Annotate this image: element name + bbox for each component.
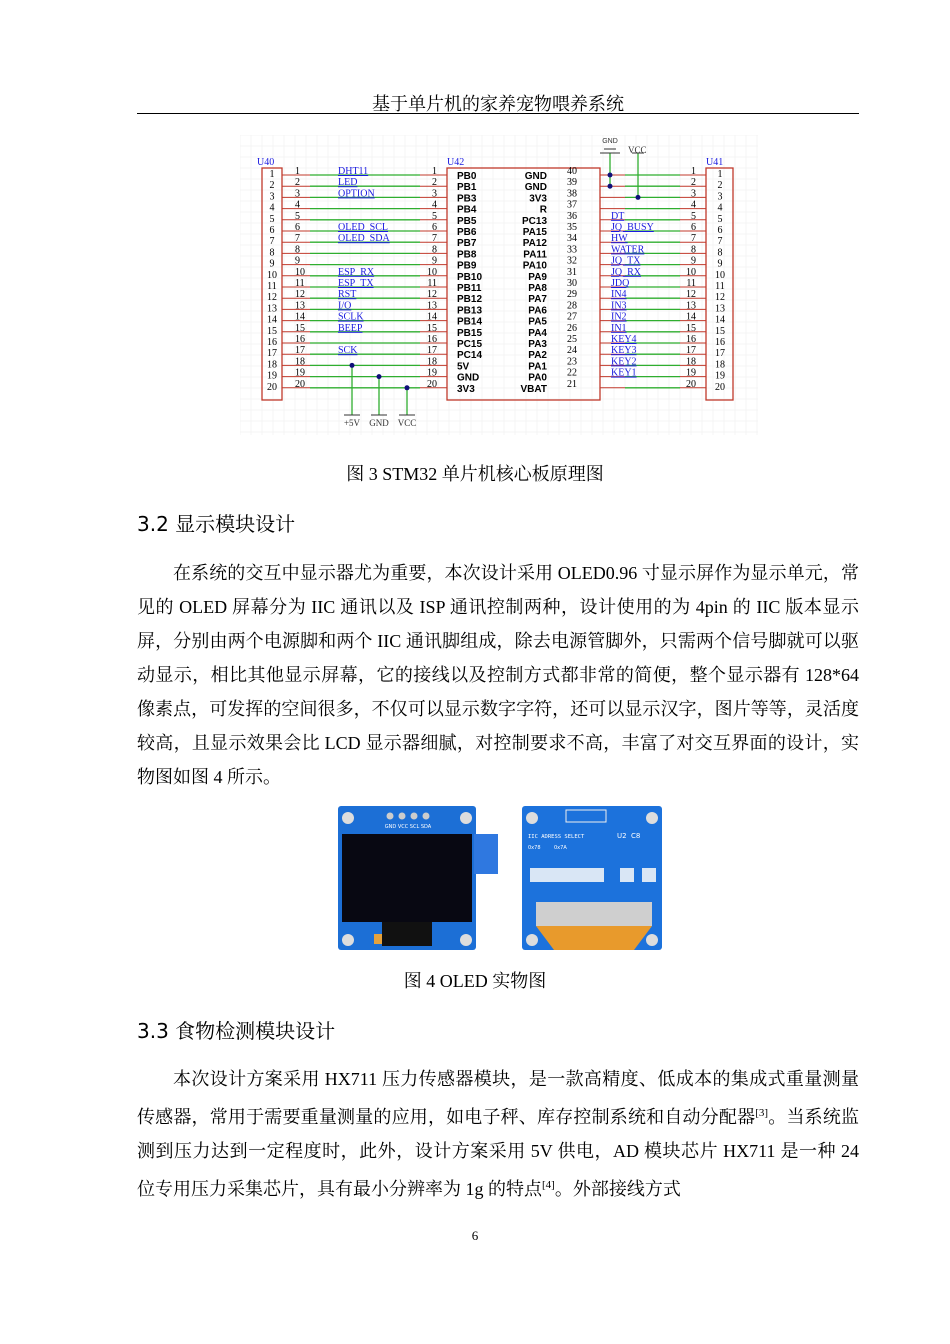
net-label: DHT11 [338, 166, 369, 177]
mcu-pin-name: PA10 [522, 260, 547, 272]
mcu-pin-name: PA8 [528, 283, 547, 294]
wire-number: 4 [691, 199, 696, 211]
junction-dot [608, 184, 613, 189]
mcu-pin-number: 39 [567, 177, 577, 189]
mcu-pin-number: 21 [567, 378, 577, 390]
u40-pin-number: 8 [269, 247, 275, 259]
wire-number: 15 [295, 322, 305, 334]
wire-number: 6 [691, 222, 696, 233]
mcu-pin-name: PB13 [457, 305, 483, 317]
u40-pin-number: 15 [267, 325, 277, 337]
wire-number: 8 [295, 244, 300, 256]
wire-number: 19 [686, 367, 696, 379]
u41-pin-number: 17 [715, 348, 725, 360]
wire-number: 10 [686, 266, 696, 278]
u41-pin-number: 14 [715, 314, 725, 326]
net-label: BEEP [338, 322, 363, 334]
mcu-pin-name: PB8 [457, 249, 477, 261]
wire-number: 20 [295, 378, 305, 390]
wire-number: 1 [432, 166, 437, 177]
u41-pin-number: 5 [717, 213, 723, 225]
u41-pin-number: 18 [715, 359, 725, 371]
c8-label: C8 [631, 832, 641, 840]
net-label: RST [338, 289, 357, 301]
u41-pin-number: 15 [715, 325, 725, 337]
net-label: JDQ [611, 278, 630, 289]
mcu-pin-number: 40 [567, 166, 577, 177]
p5v-label: +5V [343, 418, 361, 428]
mcu-pin-name: PB0 [457, 171, 477, 182]
wire-number: 13 [686, 300, 696, 312]
wire-number: 11 [686, 278, 696, 289]
wire-number: 8 [691, 244, 696, 256]
net-label: OPTION [338, 188, 375, 200]
wire-number: 7 [691, 233, 696, 245]
mcu-pin-number: 27 [567, 311, 577, 323]
u41-pin-number: 1 [717, 169, 723, 180]
wire-number: 16 [427, 334, 437, 345]
wire-number: 15 [686, 322, 696, 334]
wire-number: 16 [295, 334, 305, 345]
mcu-pin-name: PA5 [528, 316, 547, 328]
net-label: IN4 [611, 289, 627, 301]
wire-number: 3 [432, 188, 437, 200]
wire-number: 12 [427, 289, 437, 301]
junction-dot [350, 363, 355, 368]
u41-label: U41 [706, 157, 724, 168]
wire-number: 20 [686, 378, 696, 390]
wire-number: 14 [295, 311, 305, 323]
u41-pin-number: 4 [717, 202, 723, 214]
wire-number: 2 [432, 177, 437, 189]
wire-number: 2 [691, 177, 696, 189]
wire-number: 12 [686, 289, 696, 301]
u40-pin-number: 6 [269, 225, 275, 236]
mcu-pin-name: PA2 [528, 350, 547, 362]
addr1-label: 0x78 [528, 845, 541, 851]
mcu-pin-name: PA6 [528, 305, 547, 317]
wire-number: 3 [295, 188, 300, 200]
junction-dot [608, 173, 613, 178]
wire-number: 5 [295, 210, 300, 222]
mcu-pin-number: 36 [567, 210, 577, 222]
page-number: 6 [471, 1228, 479, 1243]
u40-pin-number: 12 [267, 292, 277, 304]
net-label: KEY2 [611, 356, 637, 368]
mcu-pin-number: 25 [567, 334, 577, 345]
net-label: ESP_RX [338, 266, 375, 278]
mcu-pin-number: 30 [567, 278, 577, 289]
mcu-pin-name: PA3 [528, 339, 547, 350]
figure4-caption: 图 4 OLED 实物图 [403, 971, 547, 991]
net-label: ESP_TX [338, 278, 374, 289]
mcu-pin-name: PA4 [528, 327, 547, 339]
u41-pin-number: 7 [717, 236, 723, 248]
u40-pin-number: 20 [267, 381, 277, 393]
net-label: I/O [338, 300, 352, 312]
mcu-pin-name: GND [457, 372, 480, 384]
mcu-pin-name: PC14 [457, 350, 483, 362]
text: 。外部接线方式 [554, 1179, 681, 1199]
u40-pin-number: 11 [267, 281, 277, 292]
net-label: DT [611, 210, 625, 222]
pin-labels: GND VCC SCL SDA [384, 824, 432, 830]
u40-pin-number: 3 [269, 191, 275, 203]
mcu-pin-name: PB6 [457, 227, 477, 238]
mcu-pin-name: PB10 [457, 271, 483, 283]
wire-number: 17 [686, 345, 696, 357]
mcu-pin-number: 24 [567, 345, 577, 357]
wire-number: 12 [295, 289, 305, 301]
wire-number: 7 [432, 233, 437, 245]
wire-number: 19 [427, 367, 437, 379]
wire-number: 6 [295, 222, 300, 233]
wire-number: 17 [295, 345, 305, 357]
net-label: IN3 [611, 300, 627, 312]
wire-number: 14 [427, 311, 437, 323]
addr2-label: 0x7A [554, 845, 567, 851]
citation-3[interactable]: [3] [755, 1107, 769, 1119]
u40-pin-number: 5 [269, 213, 275, 225]
net-label: JQ_RX [611, 266, 642, 278]
u41-pin-number: 11 [715, 281, 725, 292]
mcu-pin-name: 3V3 [457, 383, 475, 395]
mcu-pin-name: PB15 [457, 327, 483, 339]
mcu-pin-name: PB12 [457, 294, 483, 306]
wire-number: 13 [427, 300, 437, 312]
wire-number: 6 [432, 222, 437, 233]
u40-pin-number: 19 [267, 370, 277, 382]
u2-label: U2 [617, 832, 627, 840]
mcu-pin-name: PC13 [521, 215, 547, 227]
mcu-pin-name: PB1 [457, 182, 477, 194]
u41-pin-number: 2 [717, 180, 723, 192]
wire-number: 9 [295, 255, 300, 267]
text: 本次设计方案采用 HX711 压力传感器模块，是一款高精度、低成本的集成式重量测量传感器，常用于需要重量测量的应用，如电子秤、库存控制系统和自动分配器 [137, 1069, 859, 1127]
u40-pin-number: 9 [269, 258, 275, 270]
wire-number: 17 [427, 345, 437, 357]
net-label: WATER [611, 244, 645, 256]
mcu-pin-name: GND [524, 182, 547, 194]
u40-pin-number: 14 [267, 314, 277, 326]
mcu-pin-name: PA1 [528, 361, 547, 373]
u41-pin-number: 9 [717, 258, 723, 270]
wire-number: 8 [432, 244, 437, 256]
u40-label: U40 [257, 157, 275, 168]
net-label: JQ_TX [611, 255, 641, 267]
u41-pin-number: 10 [715, 269, 725, 281]
net-label: OLED_SCL [338, 222, 388, 233]
mcu-pin-name: PB9 [457, 260, 477, 272]
wire-number: 7 [295, 233, 300, 245]
wire-number: 4 [432, 199, 437, 211]
wire-number: 3 [691, 188, 696, 200]
section-heading-3-3: 3.3 食物检测模块设计 [137, 1019, 336, 1043]
mcu-pin-name: PA15 [522, 227, 547, 238]
u40-pin-number: 1 [269, 169, 275, 180]
u40-pin-number: 2 [269, 180, 275, 192]
wire-number: 10 [295, 266, 305, 278]
net-label: JQ_BUSY [611, 222, 654, 233]
citation-4[interactable]: [4] [542, 1179, 555, 1191]
wire-number: 1 [295, 166, 300, 177]
mcu-pin-number: 35 [567, 222, 577, 233]
net-label: LED [338, 177, 358, 189]
mcu-pin-number: 28 [567, 300, 577, 312]
wire-number: 1 [691, 166, 696, 177]
net-label: IN1 [611, 322, 627, 334]
section-heading-3-2: 3.2 显示模块设计 [137, 512, 296, 536]
u40-pin-number: 17 [267, 348, 277, 360]
u40-pin-number: 10 [267, 269, 277, 281]
mcu-pin-name: PB5 [457, 215, 477, 227]
wire-number: 18 [686, 356, 696, 368]
gnd-label: GND [369, 418, 389, 428]
u41-pin-number: 13 [715, 303, 725, 315]
u40-pin-number: 13 [267, 303, 277, 315]
mcu-pin-number: 29 [567, 289, 577, 301]
u41-pin-number: 16 [715, 337, 725, 348]
mcu-pin-name: 5V [457, 361, 470, 373]
mcu-pin-number: 32 [567, 255, 577, 267]
mcu-pin-name: PA11 [523, 249, 547, 261]
mcu-pin-name: PB4 [457, 204, 477, 216]
mcu-pin-name: PA9 [528, 271, 547, 283]
mcu-pin-name: PB7 [457, 238, 477, 250]
mcu-pin-name: GND [524, 171, 547, 182]
vcc-label: VCC [397, 418, 417, 428]
net-label: HW [611, 233, 628, 245]
mcu-pin-number: 33 [567, 244, 577, 256]
wire-number: 16 [686, 334, 696, 345]
vcc-label: VCC [628, 145, 647, 155]
wire-number: 18 [427, 356, 437, 368]
mcu-pin-name: PA0 [528, 372, 547, 384]
net-label: KEY1 [611, 367, 637, 379]
mcu-pin-name: PA7 [528, 294, 547, 306]
mcu-pin-name: PB11 [457, 283, 482, 294]
wire-number: 5 [691, 210, 696, 222]
header-rule [137, 113, 859, 114]
mcu-pin-name: PB14 [457, 316, 483, 328]
u40-pin-number: 7 [269, 236, 275, 248]
u41-pin-number: 20 [715, 381, 725, 393]
mcu-pin-name: VBAT [520, 383, 547, 395]
net-label: SCLK [338, 311, 364, 323]
mcu-pin-number: 31 [567, 266, 577, 278]
text: 。当系统监测到压力达到一定程度时，此外，设计方案采用 5V 供电，AD 模块芯片 HX711 是一种 24 位专用压力采集芯片，具有最小分辨率为 1g 的特点 [137, 1107, 859, 1199]
u40-pin-number: 18 [267, 359, 277, 371]
mcu-pin-number: 23 [567, 356, 577, 368]
section-3-2-paragraph: 在系统的交互中显示器尤为重要，本次设计采用 OLED0.96 寸显示屏作为显示单元，常见的 OLED 屏幕分为 IIC 通讯以及 ISP 通讯控制两种，设计使用的为 4pin 的 IIC 版本显示屏，分别由两个电源脚和两个 IIC 通讯脚组成，除去电源管脚外，只需两个信号脚就可以驱动显示，相比其他显示屏幕，它的接线以及控制方式都非常的简便，整个显示器有 128*64 像素点，可发挥的空间很多，不仅可以显示数字字符，还可以显示汉字，图片等等，灵活度较高，且显示效果会比 LCD 显示器细腻，对控制要求不高，丰富了对交互界面的设计，实物图如图 4 所示。 [137, 563, 859, 787]
oled-front-photo [338, 806, 476, 950]
u41-pin-number: 8 [717, 247, 723, 259]
net-label: KEY4 [611, 334, 637, 345]
u41-pin-number: 6 [717, 225, 723, 236]
oled-back-photo [474, 806, 662, 950]
wire-number: 14 [686, 311, 696, 323]
u40-pin-number: 4 [269, 202, 275, 214]
mcu-pin-number: 38 [567, 188, 577, 200]
junction-dot [636, 195, 641, 200]
u42-label: U42 [447, 157, 465, 168]
junction-dot [405, 385, 410, 390]
u41-pin-number: 12 [715, 292, 725, 304]
wire-number: 18 [295, 356, 305, 368]
gnd-label: GND [602, 138, 618, 145]
mcu-pin-name: PC15 [457, 339, 483, 350]
mcu-pin-name: 3V3 [529, 193, 547, 205]
net-label: OLED_SDA [338, 233, 390, 245]
wire-number: 20 [427, 378, 437, 390]
wire-number: 11 [295, 278, 305, 289]
u41-pin-number: 3 [717, 191, 723, 203]
stm32-schematic [240, 135, 758, 435]
net-label: IN2 [611, 311, 627, 323]
wire-number: 19 [295, 367, 305, 379]
wire-number: 5 [432, 210, 437, 222]
running-header: 基于单片机的家养宠物喂养系统 [372, 94, 624, 114]
mcu-pin-name: R [539, 204, 547, 216]
iic-address-label: IIC ADRESS SELECT [528, 834, 585, 840]
wire-number: 10 [427, 266, 437, 278]
wire-number: 9 [432, 255, 437, 267]
mcu-pin-name: PA12 [522, 238, 547, 250]
u41-pin-number: 19 [715, 370, 725, 382]
figure3-caption: 图 3 STM32 单片机核心板原理图 [346, 464, 604, 484]
wire-number: 2 [295, 177, 300, 189]
wire-number: 9 [691, 255, 696, 267]
wire-number: 4 [295, 199, 300, 211]
mcu-pin-number: 22 [567, 367, 577, 379]
wire-number: 13 [295, 300, 305, 312]
wire-number: 15 [427, 322, 437, 334]
mcu-pin-number: 26 [567, 322, 577, 334]
u40-pin-number: 16 [267, 337, 277, 348]
section-3-3-paragraph [137, 1062, 859, 1206]
net-label: KEY3 [611, 345, 637, 357]
mcu-pin-number: 34 [567, 233, 577, 245]
mcu-pin-name: PB3 [457, 193, 477, 205]
net-label: SCK [338, 345, 358, 357]
mcu-pin-number: 37 [567, 199, 577, 211]
wire-number: 11 [427, 278, 437, 289]
junction-dot [377, 374, 382, 379]
